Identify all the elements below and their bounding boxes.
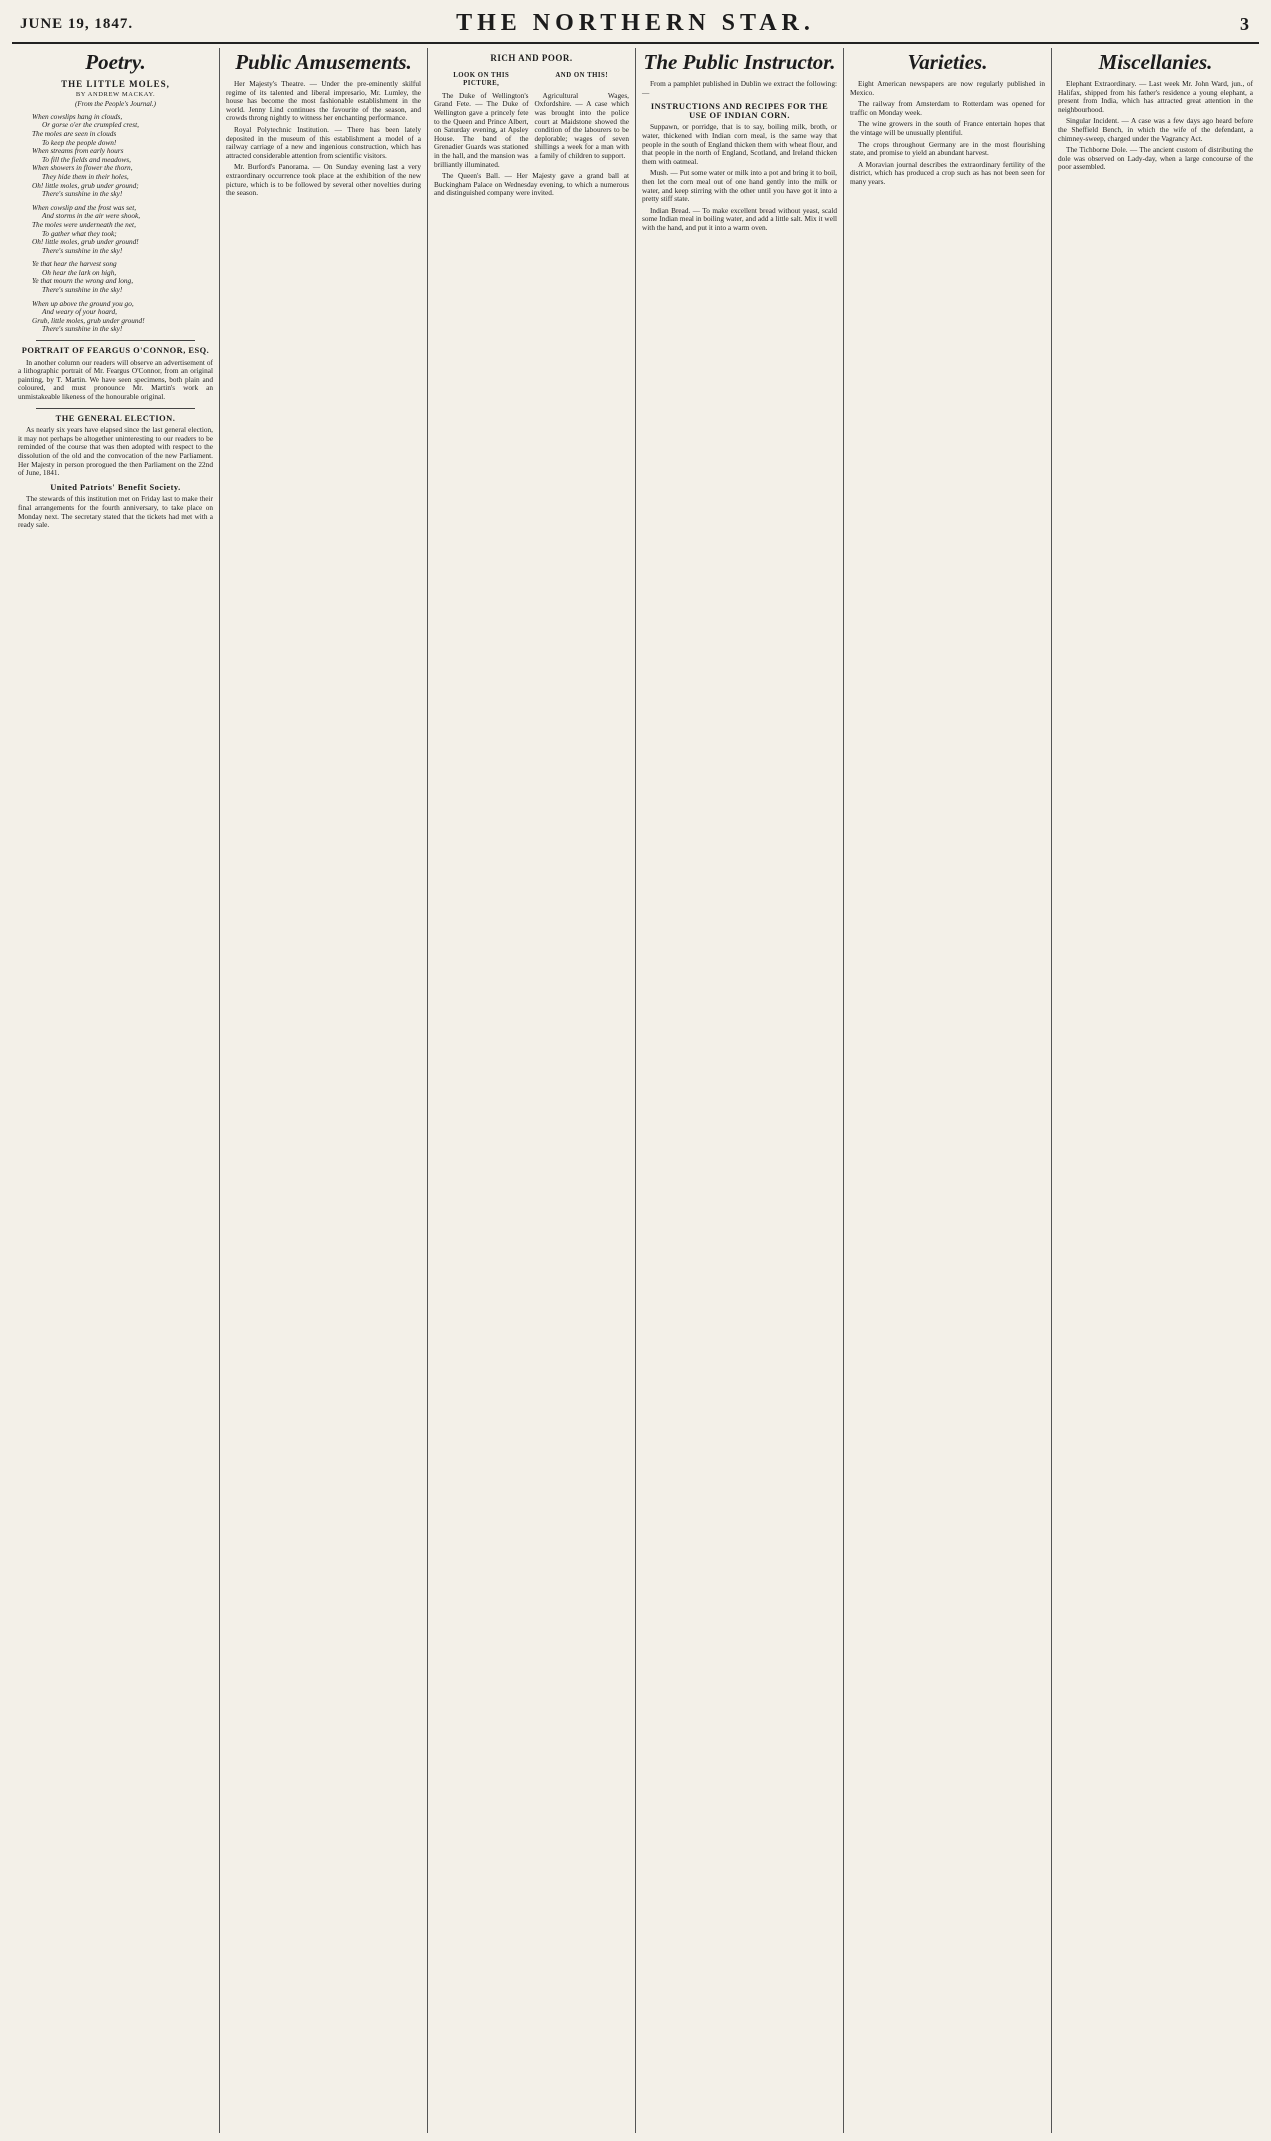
poor-text: Agricultural Wages, Oxfordshire. — A case which was brought into the police court at Maidstone showed the condition of the labourers to be deplorable; wages of seven shillings a week for a man with a family of children to support. <box>534 90 629 160</box>
varieties-heading: Varieties. <box>907 50 988 74</box>
notes-heading: United Patriots' Benefit Society. <box>50 482 181 492</box>
instructor-para-1: Suppawn, or porridge, that is to say, boiling milk, broth, or water, thickened with Indian corn meal, is the same way that people in the south of England thicken them with wheat flour, and that people in the north of England, Scotland, and Ireland thicken them with oatmeal. <box>642 122 837 166</box>
miscellanies-para-3: The Tichborne Dole. — The ancient custom of distributing the dole was observed on Lady-day, when a large concourse of the poor assembled. <box>1058 145 1253 172</box>
divider <box>36 408 195 409</box>
poem-line: There's sunshine in the sky! <box>42 245 123 255</box>
notes-text: The stewards of this institution met on Friday last to make their final arrangements for the fourth anniversary, to take place on Monday next. The secretary stated that the tickets had met with a ready sale. <box>18 494 213 530</box>
poem-line: When up above the ground you go, <box>32 298 134 308</box>
poem-source: (From the People's Journal.) <box>75 100 156 109</box>
instructor-heading: The Public Instructor. <box>643 50 836 74</box>
election-text: As nearly six years have elapsed since the last general election, it may not perhaps be altogether uninteresting to our readers to be reminded of the course that was then adopted with respect to the dissolution of the old and the convocation of the new Parliament. Her Majesty in person prorogued the then Parliament on the 22nd of June, 1841. <box>18 425 213 478</box>
poem-line: The moles were underneath the net, <box>32 219 136 229</box>
column-varieties <box>844 48 1052 2133</box>
poem <box>18 80 213 334</box>
column-public-instructor <box>636 48 844 2133</box>
instructor-para-2: Mush. — Put some water or milk into a pot and bring it to boil, then let the corn meal out of one hand gently into the milk or water, and keep stirring with the other until you have got it into a pretty stiff state. <box>642 168 837 204</box>
amusements-para-3: Mr. Burford's Panorama. — On Sunday evening last a very extraordinary occurrence took place at the exhibition of the new picture, which is to be followed by several other novelties during the season. <box>226 162 421 198</box>
poem-line: Or gorse o'er the crumpled crest, <box>42 120 139 130</box>
poem-line: To keep the people down! <box>42 137 117 147</box>
masthead-date: JUNE 19, 1847. <box>20 16 134 32</box>
poem-line: There's sunshine in the sky! <box>42 189 123 199</box>
poem-stanza <box>32 113 213 199</box>
column-poetry <box>12 48 220 2133</box>
poem-line: And storms in the air were shook, <box>42 211 141 221</box>
poem-stanzas <box>18 113 213 334</box>
poem-line: Ye that hear the harvest song <box>32 259 117 269</box>
election-title: THE GENERAL ELECTION. <box>55 413 176 423</box>
poem-stanza <box>32 204 213 256</box>
rich-poor-more: The Queen's Ball. — Her Majesty gave a grand ball at Buckingham Palace on Wednesday evening, to which a numerous and distinguished company were invited. <box>434 171 629 198</box>
poem-line: When cowslip and the frost was set, <box>32 202 137 212</box>
poem-line: They hide them in their holes, <box>42 171 129 181</box>
poem-line: To fill the fields and meadows, <box>42 154 131 164</box>
miscellanies-para-1: Elephant Extraordinary. — Last week Mr. John Ward, jun., of Halifax, shipped from his father's residence a young elephant, a present from India, which has attracted great attention in the neighbourhood. <box>1058 79 1253 114</box>
rich-poor-columns <box>434 92 629 172</box>
masthead-title: THE NORTHERN STAR. <box>456 10 815 36</box>
masthead <box>12 8 1259 44</box>
instructor-intro: From a pamphlet published in Dublin we extract the following:— <box>642 79 837 97</box>
rich-poor-heading: RICH AND POOR. <box>490 53 573 63</box>
poem-stanza <box>32 300 213 334</box>
poem-line: There's sunshine in the sky! <box>42 285 123 295</box>
poem-line: When streams from early hours <box>32 146 124 156</box>
poem-line: Oh! little moles, grub under ground; <box>32 180 139 190</box>
poem-line: Ye that mourn the wrong and long, <box>32 276 134 286</box>
varieties-para-2: The railway from Amsterdam to Rotterdam was opened for traffic on Monday week. <box>850 99 1045 117</box>
rich-poor-subheads <box>434 66 629 92</box>
amusements-para-1: Her Majesty's Theatre. — Under the pre-eminently skilful regime of its talented and liberal impresario, Mr. Lumley, the house has become the most fashionable establishment in the world. Jenny Lind continues the favourite of the season, and crowds throng nightly to witness her enchanting performance. <box>226 79 421 123</box>
divider <box>36 340 195 341</box>
subhead-and-on-this: AND ON THIS! <box>555 71 609 79</box>
miscellanies-para-2: Singular Incident. — A case was a few days ago heard before the Sheffield Bench, in which the wife of the defendant, a chimney-sweep, charged under the Vagrancy Act. <box>1058 116 1253 143</box>
varieties-para-5: A Moravian journal describes the extraordinary fertility of the district, which has produced a crop such as has not been seen for many years. <box>850 159 1045 186</box>
portrait-text: In another column our readers will observe an advertisement of a lithographic portrait of Mr. Feargus O'Connor, from an original painting, by T. Martin. We have seen specimens, both plain and coloured, and must pronounce Mr. Martin's work an unmistakeable likeness of the honourable original. <box>18 357 213 401</box>
columns <box>12 48 1259 2133</box>
poem-line: When showers in flower the thorn, <box>32 163 133 173</box>
miscellanies-heading: Miscellanies. <box>1098 50 1213 74</box>
varieties-para-4: The crops throughout Germany are in the most flourishing state, and promise to yield an abundant harvest. <box>850 139 1045 158</box>
rich-text: The Duke of Wellington's Grand Fete. — The Duke of Wellington gave a princely fete to the Queen and Prince Albert, on Saturday evening, at Apsley House. The band of the Grenadier Guards was stationed in the hall, and the mansion was brilliantly illuminated. <box>434 90 529 169</box>
poem-line: There's sunshine in the sky! <box>42 324 123 334</box>
poem-line: Oh! little moles, grub under ground! <box>32 237 139 247</box>
poem-line: Oh hear the lark on high, <box>42 267 117 277</box>
instructor-para-3: Indian Bread. — To make excellent bread without yeast, scald some Indian meal in boiling water, and add a little salt. Mix it well with the hand, and put it into a warm oven. <box>642 205 837 232</box>
poem-line: The moles are seen in clouds <box>32 128 117 138</box>
varieties-para-3: The wine growers in the south of France entertain hopes that the vintage will be unusually plentiful. <box>850 119 1045 137</box>
poem-author: BY ANDREW MACKAY. <box>75 90 156 98</box>
amusements-heading: Public Amusements. <box>235 50 412 74</box>
poem-title: THE LITTLE MOLES, <box>61 79 170 89</box>
page-number: 3 <box>1240 14 1249 34</box>
poem-line: When cowslips hang in clouds, <box>32 111 123 121</box>
poem-stanza <box>32 260 213 294</box>
column-amusements <box>220 48 428 2133</box>
instructor-subhead: INSTRUCTIONS AND RECIPES FOR THE USE OF INDIAN CORN. <box>650 102 829 120</box>
varieties-para-1: Eight American newspapers are now regularly published in Mexico. <box>850 79 1045 97</box>
poem-line: To gather what they took; <box>42 228 117 238</box>
poetry-heading: Poetry. <box>85 50 146 74</box>
poem-line: And weary of your hoard, <box>42 307 117 317</box>
column-rich-and-poor <box>428 48 636 2133</box>
amusements-para-2: Royal Polytechnic Institution. — There has been lately deposited in the museum of this establishment a model of a railway carriage of a new and ingenious construction, which has attracted considerable attention from scientific visitors. <box>226 124 421 160</box>
poem-line: Grub, little moles, grub under ground! <box>32 315 145 325</box>
column-miscellanies <box>1052 48 1259 2133</box>
portrait-title: PORTRAIT OF FEARGUS O'CONNOR, ESQ. <box>21 346 210 356</box>
subhead-look-on-this: LOOK ON THIS PICTURE, <box>453 71 510 88</box>
